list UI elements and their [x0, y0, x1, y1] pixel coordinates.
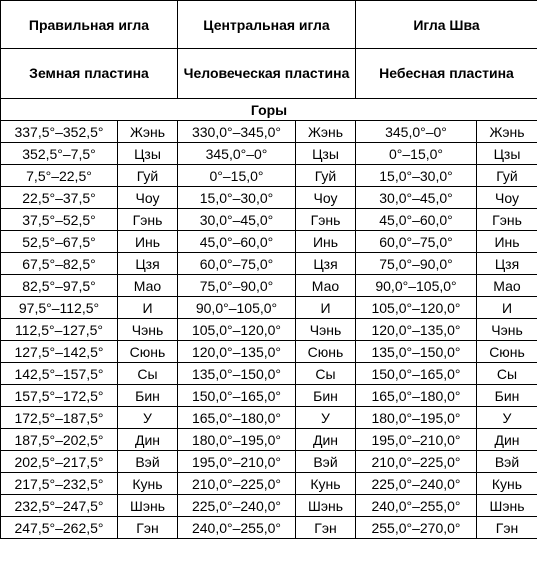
- earth-range-cell: 22,5°–37,5°: [1, 187, 118, 209]
- heaven-name-cell: Чоу: [477, 187, 537, 209]
- table-row: [1, 451, 537, 473]
- earth-name-cell: Инь: [118, 231, 178, 253]
- earth-range-cell: 202,5°–217,5°: [1, 451, 118, 473]
- heaven-name-cell: Гуй: [477, 165, 537, 187]
- table-row: [1, 407, 537, 429]
- heaven-range-cell: 195,0°–210,0°: [356, 429, 477, 451]
- human-name-cell: Чэнь: [296, 319, 356, 341]
- heaven-range-cell: 30,0°–45,0°: [356, 187, 477, 209]
- heaven-range-cell: 135,0°–150,0°: [356, 341, 477, 363]
- table-row: [1, 429, 537, 451]
- table-row: [1, 143, 537, 165]
- earth-range-cell: 172,5°–187,5°: [1, 407, 118, 429]
- human-range-cell: 150,0°–165,0°: [178, 385, 296, 407]
- earth-range-cell: 187,5°–202,5°: [1, 429, 118, 451]
- earth-range-cell: 337,5°–352,5°: [1, 121, 118, 143]
- heaven-range-cell: 225,0°–240,0°: [356, 473, 477, 495]
- table-row: [1, 297, 537, 319]
- earth-name-cell: Сюнь: [118, 341, 178, 363]
- heaven-range-cell: 180,0°–195,0°: [356, 407, 477, 429]
- human-range-cell: 120,0°–135,0°: [178, 341, 296, 363]
- earth-name-cell: У: [118, 407, 178, 429]
- earth-name-cell: Чэнь: [118, 319, 178, 341]
- earth-range-cell: 127,5°–142,5°: [1, 341, 118, 363]
- heaven-range-cell: 210,0°–225,0°: [356, 451, 477, 473]
- heaven-range-cell: 90,0°–105,0°: [356, 275, 477, 297]
- human-name-cell: Шэнь: [296, 495, 356, 517]
- human-range-cell: 180,0°–195,0°: [178, 429, 296, 451]
- human-name-cell: Кунь: [296, 473, 356, 495]
- heaven-name-cell: Гэнь: [477, 209, 537, 231]
- human-range-cell: 30,0°–45,0°: [178, 209, 296, 231]
- heaven-name-cell: Сюнь: [477, 341, 537, 363]
- earth-range-cell: 217,5°–232,5°: [1, 473, 118, 495]
- earth-name-cell: Гуй: [118, 165, 178, 187]
- heaven-name-cell: Дин: [477, 429, 537, 451]
- heaven-range-cell: 0°–15,0°: [356, 143, 477, 165]
- earth-range-cell: 7,5°–22,5°: [1, 165, 118, 187]
- earth-name-cell: Чоу: [118, 187, 178, 209]
- heaven-name-cell: Мао: [477, 275, 537, 297]
- human-name-cell: И: [296, 297, 356, 319]
- human-name-cell: Сюнь: [296, 341, 356, 363]
- earth-name-cell: И: [118, 297, 178, 319]
- heaven-range-cell: 15,0°–30,0°: [356, 165, 477, 187]
- human-name-cell: Цзы: [296, 143, 356, 165]
- human-name-cell: Жэнь: [296, 121, 356, 143]
- human-name-cell: У: [296, 407, 356, 429]
- heaven-name-cell: Цзы: [477, 143, 537, 165]
- human-range-cell: 60,0°–75,0°: [178, 253, 296, 275]
- earth-range-cell: 67,5°–82,5°: [1, 253, 118, 275]
- table-row: [1, 209, 537, 231]
- heaven-name-cell: Кунь: [477, 473, 537, 495]
- table-row: [1, 187, 537, 209]
- human-name-cell: Бин: [296, 385, 356, 407]
- human-name-cell: Чоу: [296, 187, 356, 209]
- heaven-name-cell: У: [477, 407, 537, 429]
- human-range-cell: 0°–15,0°: [178, 165, 296, 187]
- plate-header-row: [1, 49, 537, 99]
- human-name-cell: Инь: [296, 231, 356, 253]
- heaven-range-cell: 75,0°–90,0°: [356, 253, 477, 275]
- earth-name-cell: Мао: [118, 275, 178, 297]
- human-name-cell: Гэнь: [296, 209, 356, 231]
- heaven-name-cell: Бин: [477, 385, 537, 407]
- earth-name-cell: Гэнь: [118, 209, 178, 231]
- needle-header-row: [1, 1, 537, 49]
- heaven-name-cell: Гэн: [477, 517, 537, 539]
- table-row: [1, 165, 537, 187]
- human-name-cell: Вэй: [296, 451, 356, 473]
- earth-name-cell: Дин: [118, 429, 178, 451]
- table-row: [1, 517, 537, 539]
- header-cell-heaven-plate: Небесная пластина: [356, 49, 537, 99]
- human-range-cell: 90,0°–105,0°: [178, 297, 296, 319]
- header-cell-central-needle: Центральная игла: [178, 1, 356, 49]
- earth-range-cell: 82,5°–97,5°: [1, 275, 118, 297]
- table-row: [1, 121, 537, 143]
- heaven-range-cell: 60,0°–75,0°: [356, 231, 477, 253]
- earth-name-cell: Вэй: [118, 451, 178, 473]
- earth-range-cell: 37,5°–52,5°: [1, 209, 118, 231]
- heaven-name-cell: Шэнь: [477, 495, 537, 517]
- human-range-cell: 135,0°–150,0°: [178, 363, 296, 385]
- header-cell-regular-needle: Правильная игла: [1, 1, 178, 49]
- human-range-cell: 240,0°–255,0°: [178, 517, 296, 539]
- heaven-range-cell: 165,0°–180,0°: [356, 385, 477, 407]
- table-row: [1, 341, 537, 363]
- earth-range-cell: 352,5°–7,5°: [1, 143, 118, 165]
- human-name-cell: Дин: [296, 429, 356, 451]
- human-range-cell: 45,0°–60,0°: [178, 231, 296, 253]
- earth-name-cell: Шэнь: [118, 495, 178, 517]
- heaven-range-cell: 150,0°–165,0°: [356, 363, 477, 385]
- header-cell-human-plate: Человеческая пластина: [178, 49, 356, 99]
- human-name-cell: Сы: [296, 363, 356, 385]
- earth-range-cell: 97,5°–112,5°: [1, 297, 118, 319]
- table-row: [1, 231, 537, 253]
- heaven-name-cell: Цзя: [477, 253, 537, 275]
- earth-name-cell: Сы: [118, 363, 178, 385]
- heaven-name-cell: Инь: [477, 231, 537, 253]
- human-range-cell: 195,0°–210,0°: [178, 451, 296, 473]
- heaven-range-cell: 120,0°–135,0°: [356, 319, 477, 341]
- heaven-name-cell: И: [477, 297, 537, 319]
- earth-range-cell: 112,5°–127,5°: [1, 319, 118, 341]
- human-range-cell: 210,0°–225,0°: [178, 473, 296, 495]
- table-row: [1, 253, 537, 275]
- earth-name-cell: Бин: [118, 385, 178, 407]
- heaven-range-cell: 105,0°–120,0°: [356, 297, 477, 319]
- human-range-cell: 345,0°–0°: [178, 143, 296, 165]
- table-row: [1, 275, 537, 297]
- human-range-cell: 105,0°–120,0°: [178, 319, 296, 341]
- header-cell-seam-needle: Игла Шва: [356, 1, 537, 49]
- heaven-range-cell: 45,0°–60,0°: [356, 209, 477, 231]
- earth-range-cell: 247,5°–262,5°: [1, 517, 118, 539]
- human-range-cell: 75,0°–90,0°: [178, 275, 296, 297]
- earth-range-cell: 232,5°–247,5°: [1, 495, 118, 517]
- table-row: [1, 363, 537, 385]
- heaven-range-cell: 345,0°–0°: [356, 121, 477, 143]
- human-name-cell: Мао: [296, 275, 356, 297]
- heaven-name-cell: Чэнь: [477, 319, 537, 341]
- earth-range-cell: 52,5°–67,5°: [1, 231, 118, 253]
- human-range-cell: 330,0°–345,0°: [178, 121, 296, 143]
- table-row: [1, 473, 537, 495]
- earth-range-cell: 142,5°–157,5°: [1, 363, 118, 385]
- header-cell-earth-plate: Земная пластина: [1, 49, 178, 99]
- earth-name-cell: Цзы: [118, 143, 178, 165]
- earth-name-cell: Гэн: [118, 517, 178, 539]
- earth-name-cell: Цзя: [118, 253, 178, 275]
- earth-name-cell: Жэнь: [118, 121, 178, 143]
- human-name-cell: Цзя: [296, 253, 356, 275]
- human-range-cell: 225,0°–240,0°: [178, 495, 296, 517]
- table-row: [1, 385, 537, 407]
- human-range-cell: 165,0°–180,0°: [178, 407, 296, 429]
- heaven-range-cell: 240,0°–255,0°: [356, 495, 477, 517]
- heaven-range-cell: 255,0°–270,0°: [356, 517, 477, 539]
- heaven-name-cell: Жэнь: [477, 121, 537, 143]
- heaven-name-cell: Вэй: [477, 451, 537, 473]
- earth-range-cell: 157,5°–172,5°: [1, 385, 118, 407]
- heaven-name-cell: Сы: [477, 363, 537, 385]
- human-range-cell: 15,0°–30,0°: [178, 187, 296, 209]
- table-row: [1, 319, 537, 341]
- earth-name-cell: Кунь: [118, 473, 178, 495]
- table-row: [1, 495, 537, 517]
- section-row: [1, 99, 537, 121]
- human-name-cell: Гэн: [296, 517, 356, 539]
- human-name-cell: Гуй: [296, 165, 356, 187]
- section-title: Горы: [1, 99, 537, 121]
